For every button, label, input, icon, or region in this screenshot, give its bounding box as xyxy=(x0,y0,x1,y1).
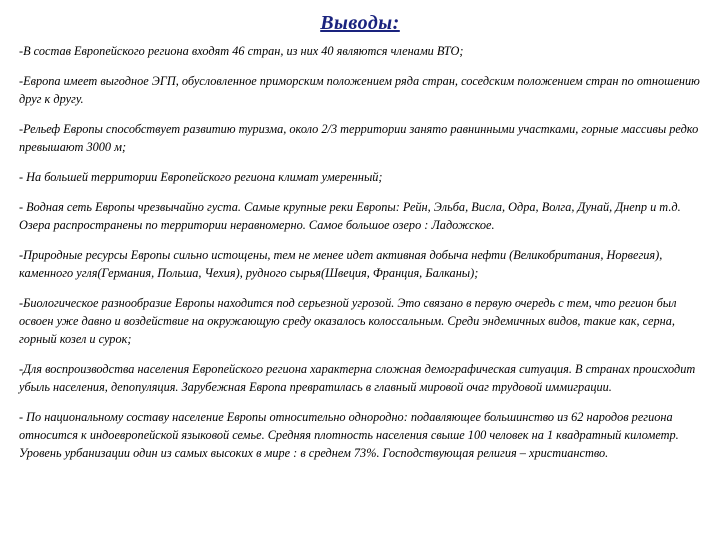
conclusion-paragraph: -Европа имеет выгодное ЭГП, обусловленное приморским положением ряда стран, соседским положением стран по отношению друг к другу. xyxy=(19,74,700,106)
conclusion-paragraph: - По национальному составу население Европы относительно однородно: подавляющее большинство из 62 народов региона относится к индоевропейской языковой семье. Средняя плотность населения свыше 100 человек на 1 квадратный километр. Уровень урбанизации один из самых высоких в мире : в среднем 73%. Господствующая религия – христианство. xyxy=(19,410,679,460)
conclusion-paragraph: -Биологическое разнообразие Европы находится под серьезной угрозой. Это связано в первую очередь с тем, что регион был освоен уже давно и воздействие на окружающую среду оказалось колоссальным. Среди эндемичных видов, такие как, серна, горный козел и сурок; xyxy=(19,296,677,346)
conclusion-paragraph: -В состав Европейского региона входят 46 стран, из них 40 являются членами ВТО; xyxy=(19,44,464,58)
conclusions-list xyxy=(19,42,707,474)
slide-title: Выводы: xyxy=(320,12,400,34)
conclusion-paragraph: -Рельеф Европы способствует развитию туризма, около 2/3 территории занято равнинными участками, горные массивы редко превышают 3000 м; xyxy=(19,122,699,154)
conclusion-paragraph: -Для воспроизводства населения Европейского региона характерна сложная демографическая ситуация. В странах происходит убыль населения, депопуляция. Зарубежная Европа превратилась в главный мировой очаг трудовой иммиграции. xyxy=(19,362,696,394)
conclusion-paragraph: - Водная сеть Европы чрезвычайно густа. Самые крупные реки Европы: Рейн, Эльба, Висла, Одра, Волга, Дунай, Днепр и т.д. Озера распространены по территории неравномерно. Самое большое озеро : Ладожское. xyxy=(19,200,681,232)
conclusion-paragraph: -Природные ресурсы Европы сильно истощены, тем не менее идет активная добыча нефти (Великобритания, Норвегия), каменного угля(Германия, Польша, Чехия), рудного сырья(Швеция, Франция, Балканы); xyxy=(19,248,663,280)
conclusion-paragraph: - На большей территории Европейского региона климат умеренный; xyxy=(19,170,383,184)
